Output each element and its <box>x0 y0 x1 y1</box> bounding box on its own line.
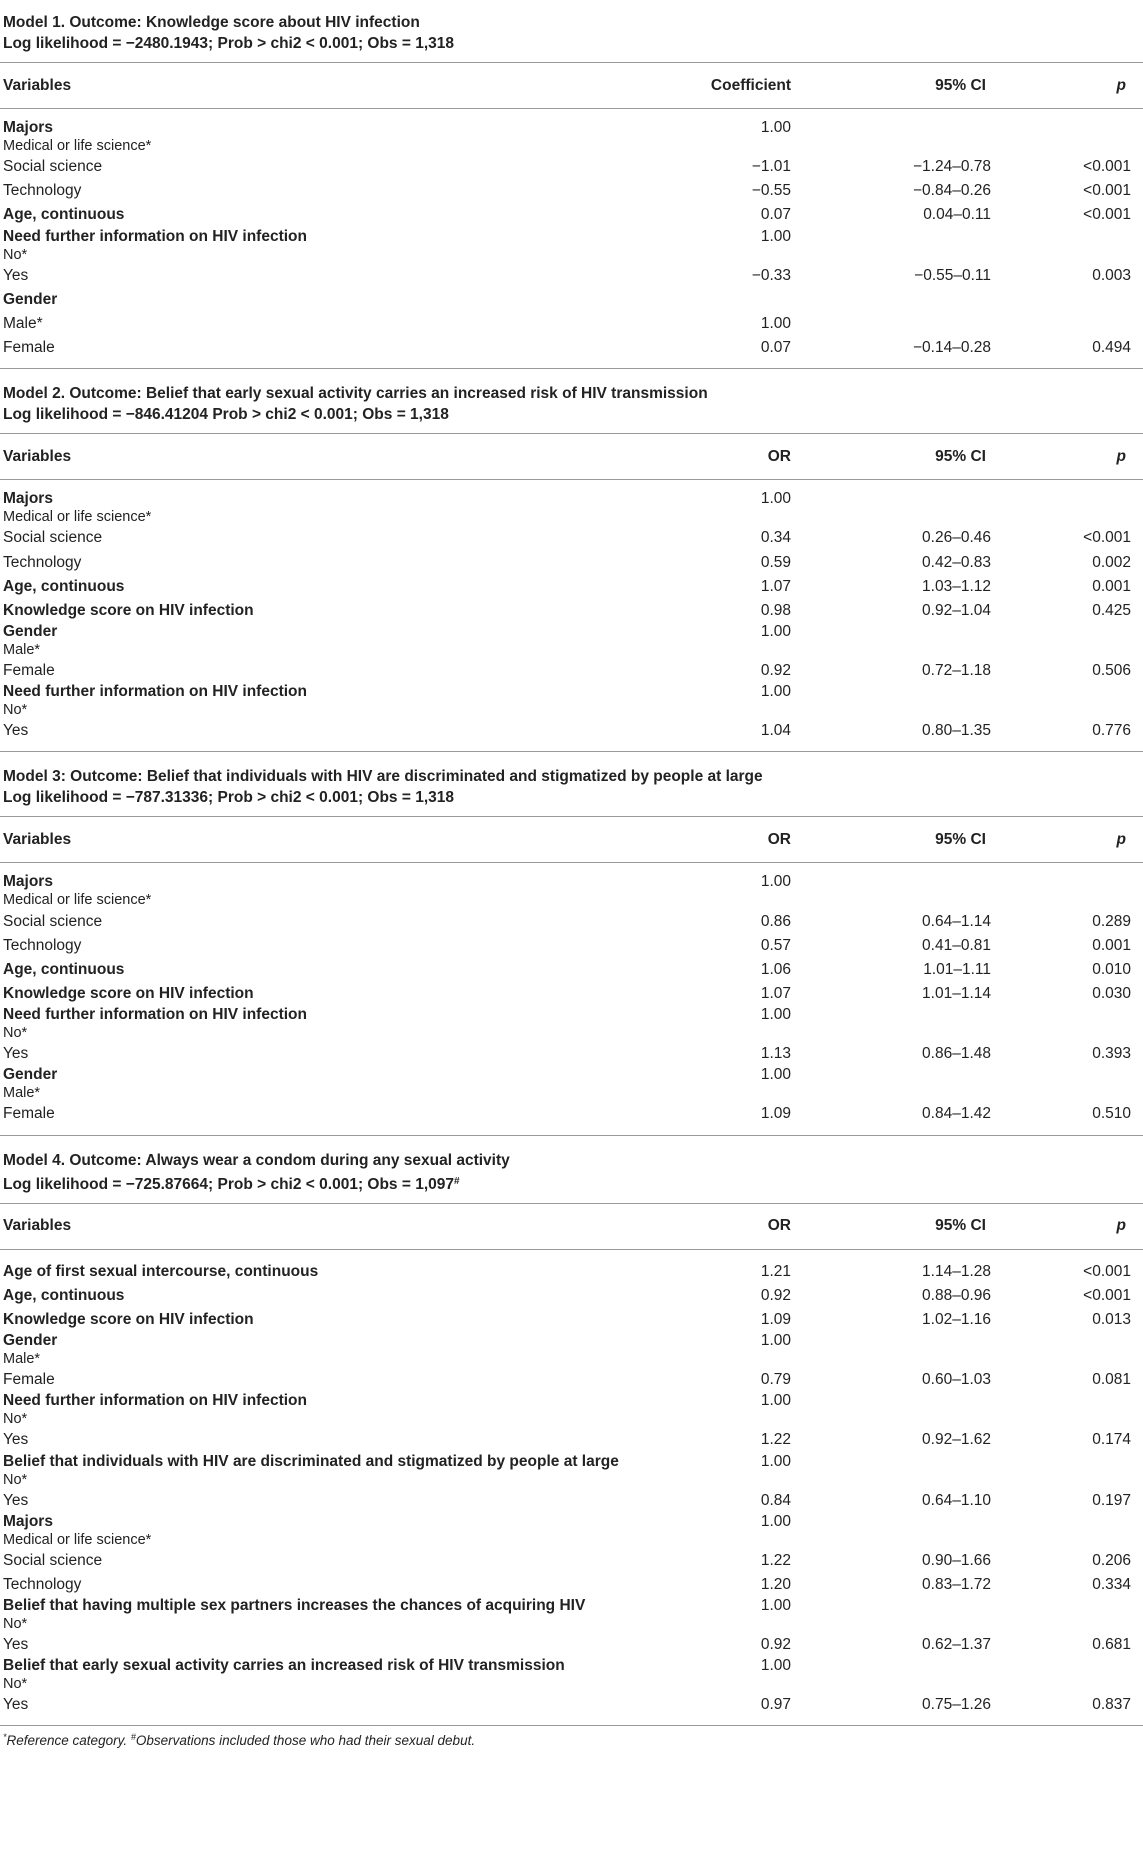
row-label: Gender <box>3 1066 58 1084</box>
table-header-row <box>0 62 1143 109</box>
row-p-value: <0.001 <box>1083 182 1131 200</box>
row-reference-label: No* <box>3 702 28 719</box>
table-row <box>0 203 1143 227</box>
row-label: Female <box>3 1105 55 1123</box>
table-header-row <box>0 816 1143 863</box>
row-p-value: 0.393 <box>1092 1045 1131 1063</box>
row-estimate: 0.07 <box>760 206 791 224</box>
footnote-text-2: Observations included those who had their sexual debut. <box>135 1733 476 1749</box>
row-ci: 0.64–1.14 <box>922 912 991 930</box>
table-row <box>0 228 1143 264</box>
model-title: Model 2. Outcome: Belief that early sexual activity carries an increased risk of HIV transmission <box>3 385 708 403</box>
table-row <box>0 526 1143 550</box>
model-stats-superscript: # <box>454 1175 460 1187</box>
row-label-cell <box>0 1311 683 1329</box>
row-p-value: 0.506 <box>1092 662 1131 680</box>
row-ci: 0.42–0.83 <box>922 553 991 571</box>
row-label-cell <box>0 1332 683 1368</box>
row-label: Female <box>3 339 55 357</box>
row-label: Social science <box>3 529 103 547</box>
row-p-value: <0.001 <box>1083 1286 1131 1304</box>
row-estimate: −0.33 <box>751 266 791 284</box>
row-label: Female <box>3 1371 55 1389</box>
table-row <box>0 1308 1143 1332</box>
row-ci: 1.01–1.11 <box>923 960 991 978</box>
row-p-value: 0.289 <box>1092 912 1131 930</box>
row-p-value: 0.334 <box>1092 1575 1131 1593</box>
table-row <box>0 1332 1143 1368</box>
table-row <box>0 958 1143 982</box>
row-label: Need further information on HIV infection <box>3 683 307 701</box>
header-p: p <box>1116 447 1126 465</box>
table-row <box>0 1453 1143 1489</box>
row-estimate: 1.00 <box>760 1512 791 1530</box>
row-label-cell <box>0 1045 683 1063</box>
model-heading <box>0 0 1143 62</box>
row-label: Female <box>3 662 55 680</box>
row-estimate: 0.59 <box>760 553 791 571</box>
table-row <box>0 1260 1143 1284</box>
table-body <box>0 863 1143 1135</box>
header-p: p <box>1116 830 1126 848</box>
row-p-value: <0.001 <box>1083 1262 1131 1280</box>
row-estimate: 0.97 <box>760 1696 791 1714</box>
row-estimate: 1.00 <box>760 1657 791 1675</box>
row-estimate: 1.00 <box>760 490 791 508</box>
row-estimate: 0.92 <box>760 1286 791 1304</box>
row-p-value: 0.837 <box>1092 1696 1131 1714</box>
row-label-cell <box>0 554 683 572</box>
row-ci: 0.84–1.42 <box>922 1105 991 1123</box>
table-row <box>0 1489 1143 1513</box>
row-p-value: 0.002 <box>1092 553 1131 571</box>
row-label: Knowledge score on HIV infection <box>3 601 254 619</box>
table-row <box>0 623 1143 659</box>
model-heading <box>0 752 1143 816</box>
row-p-value: 0.030 <box>1092 985 1131 1003</box>
model-stats-text: Log likelihood = −846.41204 Prob > chi2 < 0.001; Obs = 1,318 <box>3 406 449 424</box>
row-reference-label: No* <box>3 1616 28 1633</box>
row-label: Need further information on HIV infection <box>3 1006 307 1024</box>
row-ci: 0.86–1.48 <box>922 1045 991 1063</box>
row-label: Belief that individuals with HIV are discriminated and stigmatized by people at large <box>3 1452 619 1470</box>
model-heading <box>0 369 1143 433</box>
row-label-cell <box>0 662 683 680</box>
table-row <box>0 155 1143 179</box>
table-body <box>0 1250 1143 1727</box>
row-label-cell <box>0 339 683 357</box>
table-row <box>0 1102 1143 1126</box>
row-p-value: 0.013 <box>1092 1311 1131 1329</box>
row-label: Knowledge score on HIV infection <box>3 985 254 1003</box>
row-estimate: 1.00 <box>760 1066 791 1084</box>
row-label-cell <box>0 228 683 264</box>
row-p-value: 0.494 <box>1092 339 1131 357</box>
row-label-cell <box>0 1576 683 1594</box>
table-row <box>0 490 1143 526</box>
row-label-cell <box>0 490 683 526</box>
model-stats <box>3 1171 1139 1195</box>
table-row <box>0 119 1143 155</box>
row-label: Age, continuous <box>3 960 125 978</box>
row-label-cell <box>0 1431 683 1449</box>
row-reference-label: No* <box>3 1411 28 1428</box>
model-stats <box>3 404 1139 425</box>
row-estimate: 0.34 <box>760 529 791 547</box>
row-reference-label: Medical or life science* <box>3 892 152 909</box>
header-p: p <box>1116 76 1126 94</box>
row-label-cell <box>0 1066 683 1102</box>
header-variables: Variables <box>3 830 72 848</box>
table-row <box>0 336 1143 360</box>
row-reference-label: Male* <box>3 1351 41 1368</box>
row-estimate: 1.00 <box>760 1597 791 1615</box>
row-estimate: 0.84 <box>760 1491 791 1509</box>
row-label: Knowledge score on HIV infection <box>3 1311 254 1329</box>
row-ci: 0.60–1.03 <box>922 1371 991 1389</box>
row-ci: 1.03–1.12 <box>922 577 991 595</box>
row-ci: −0.14–0.28 <box>912 339 991 357</box>
row-ci: 0.64–1.10 <box>922 1491 991 1509</box>
row-label-cell <box>0 722 683 740</box>
row-label-cell <box>0 913 683 931</box>
row-label: Technology <box>3 936 82 954</box>
header-ci: 95% CI <box>935 447 986 465</box>
table-row <box>0 873 1143 909</box>
table-row <box>0 1428 1143 1452</box>
row-ci: 0.83–1.72 <box>922 1575 991 1593</box>
row-label-cell <box>0 1392 683 1428</box>
row-reference-label: No* <box>3 246 28 263</box>
table-body <box>0 480 1143 752</box>
row-label: Majors <box>3 119 53 136</box>
row-reference-label: Medical or life science* <box>3 1531 152 1548</box>
header-estimate: OR <box>767 447 791 465</box>
row-label-cell <box>0 1263 683 1281</box>
row-p-value: 0.003 <box>1092 266 1131 284</box>
row-label-cell <box>0 873 683 909</box>
row-estimate: 1.00 <box>760 1006 791 1024</box>
row-estimate: 1.00 <box>760 623 791 641</box>
row-label: Yes <box>3 1045 29 1063</box>
row-label: Gender <box>3 1332 58 1350</box>
row-label-cell <box>0 937 683 955</box>
table-body <box>0 109 1143 369</box>
table-footnote <box>0 1726 1143 1754</box>
header-estimate: OR <box>767 1217 791 1235</box>
row-ci: 0.88–0.96 <box>922 1286 991 1304</box>
row-ci: 0.92–1.04 <box>922 601 991 619</box>
row-estimate: 1.00 <box>760 873 791 891</box>
row-label-cell <box>0 1287 683 1305</box>
header-estimate: Coefficient <box>710 76 791 94</box>
row-label-cell <box>0 1453 683 1489</box>
header-p: p <box>1116 1217 1126 1235</box>
row-ci: 1.01–1.14 <box>922 985 991 1003</box>
row-label-cell <box>0 315 683 333</box>
row-estimate: 0.98 <box>760 601 791 619</box>
row-reference-label: Medical or life science* <box>3 509 152 526</box>
row-label: Social science <box>3 912 103 930</box>
row-label: Age, continuous <box>3 206 125 224</box>
table-row <box>0 1633 1143 1657</box>
header-variables: Variables <box>3 1217 72 1235</box>
row-label: Age of first sexual intercourse, continuous <box>3 1262 319 1280</box>
row-label: Majors <box>3 490 53 508</box>
row-label: Social science <box>3 1551 103 1569</box>
table-row <box>0 551 1143 575</box>
row-estimate: 0.86 <box>760 912 791 930</box>
row-ci: 0.92–1.62 <box>922 1431 991 1449</box>
table-row <box>0 1693 1143 1717</box>
row-label-cell <box>0 1657 683 1693</box>
row-label: Belief that having multiple sex partners increases the chances of acquiring HIV <box>3 1597 586 1615</box>
row-p-value: 0.001 <box>1092 577 1131 595</box>
row-ci: −1.24–0.78 <box>912 158 991 176</box>
row-label-cell <box>0 1696 683 1714</box>
row-estimate: 1.22 <box>760 1551 791 1569</box>
row-label-cell <box>0 1006 683 1042</box>
row-label: Need further information on HIV infection <box>3 227 307 245</box>
row-ci: 0.80–1.35 <box>922 722 991 740</box>
table-row <box>0 934 1143 958</box>
footnote-symbol-1: * <box>3 1732 7 1743</box>
table-row <box>0 1549 1143 1573</box>
header-variables: Variables <box>3 447 72 465</box>
table-row <box>0 1597 1143 1633</box>
row-estimate: 0.57 <box>760 936 791 954</box>
table-row <box>0 982 1143 1006</box>
row-label-cell <box>0 602 683 620</box>
table-row <box>0 1006 1143 1042</box>
row-p-value: 0.081 <box>1092 1371 1131 1389</box>
row-ci: 0.41–0.81 <box>922 936 991 954</box>
row-p-value: 0.510 <box>1092 1105 1131 1123</box>
row-estimate: −0.55 <box>751 182 791 200</box>
model-title: Model 3: Outcome: Belief that individuals with HIV are discriminated and stigmatized by people at large <box>3 768 763 786</box>
row-label-cell <box>0 1492 683 1510</box>
header-estimate: OR <box>767 830 791 848</box>
header-ci: 95% CI <box>935 1217 986 1235</box>
table-row <box>0 599 1143 623</box>
row-label-cell <box>0 623 683 659</box>
row-label-cell <box>0 1552 683 1570</box>
row-p-value: 0.681 <box>1092 1636 1131 1654</box>
row-label: Yes <box>3 266 29 284</box>
row-p-value: 0.197 <box>1092 1491 1131 1509</box>
table-row <box>0 179 1143 203</box>
table-row <box>0 1368 1143 1392</box>
row-label: Male* <box>3 315 43 333</box>
table-row <box>0 719 1143 743</box>
row-estimate: 0.07 <box>760 339 791 357</box>
row-p-value: <0.001 <box>1083 158 1131 176</box>
row-ci: 1.14–1.28 <box>922 1262 991 1280</box>
row-ci: 0.72–1.18 <box>922 662 991 680</box>
row-estimate: 1.07 <box>760 577 791 595</box>
table-row <box>0 1392 1143 1428</box>
row-estimate: −1.01 <box>751 158 791 176</box>
row-label: Yes <box>3 1431 29 1449</box>
model-stats-text: Log likelihood = −2480.1943; Prob > chi2 < 0.001; Obs = 1,318 <box>3 35 455 52</box>
model-stats-text: Log likelihood = −787.31336; Prob > chi2 < 0.001; Obs = 1,318 <box>3 789 455 807</box>
table-row <box>0 1573 1143 1597</box>
table-row <box>0 1042 1143 1066</box>
table-row <box>0 1657 1143 1693</box>
table-row <box>0 683 1143 719</box>
row-label-cell <box>0 267 683 285</box>
row-ci: 0.26–0.46 <box>922 529 991 547</box>
row-label: Technology <box>3 553 82 571</box>
row-label-cell <box>0 578 683 596</box>
row-estimate: 1.22 <box>760 1431 791 1449</box>
row-label: Majors <box>3 873 53 891</box>
footnote-text-1: Reference category. <box>6 1733 131 1749</box>
row-p-value: 0.776 <box>1092 722 1131 740</box>
row-ci: 0.04–0.11 <box>923 206 991 224</box>
row-estimate: 0.92 <box>760 1636 791 1654</box>
model-title: Model 1. Outcome: Knowledge score about HIV infection <box>3 14 420 31</box>
row-p-value: 0.174 <box>1092 1431 1131 1449</box>
row-p-value: 0.010 <box>1092 960 1131 978</box>
row-p-value: <0.001 <box>1083 206 1131 224</box>
table-row <box>0 1284 1143 1308</box>
row-label: Gender <box>3 290 58 308</box>
row-estimate: 1.00 <box>760 315 791 333</box>
row-label-cell <box>0 1597 683 1633</box>
row-ci: 0.62–1.37 <box>922 1636 991 1654</box>
table-header-row <box>0 1203 1143 1250</box>
row-estimate: 1.00 <box>760 227 791 245</box>
row-label-cell <box>0 1371 683 1389</box>
row-estimate: 1.21 <box>760 1262 791 1280</box>
table-row <box>0 575 1143 599</box>
row-label-cell <box>0 961 683 979</box>
row-estimate: 1.09 <box>760 1105 791 1123</box>
model-stats <box>3 33 1139 54</box>
table-row <box>0 1066 1143 1102</box>
row-p-value: 0.001 <box>1092 936 1131 954</box>
row-ci: 0.75–1.26 <box>922 1696 991 1714</box>
row-reference-label: Medical or life science* <box>3 138 152 154</box>
row-label-cell <box>0 1636 683 1654</box>
row-label: Yes <box>3 1696 29 1714</box>
row-estimate: 1.00 <box>760 683 791 701</box>
table-row <box>0 1513 1143 1549</box>
row-label-cell <box>0 985 683 1003</box>
row-label: Gender <box>3 623 58 641</box>
model-stats-text: Log likelihood = −725.87664; Prob > chi2 < 0.001; Obs = 1,097 <box>3 1175 455 1193</box>
row-label-cell <box>0 291 683 309</box>
row-p-value: <0.001 <box>1083 529 1131 547</box>
table-row <box>0 288 1143 312</box>
table-row <box>0 909 1143 933</box>
table-header-row <box>0 433 1143 480</box>
row-label: Yes <box>3 1636 29 1654</box>
row-estimate: 1.00 <box>760 1392 791 1410</box>
row-estimate: 0.92 <box>760 662 791 680</box>
row-label-cell <box>0 1513 683 1549</box>
row-estimate: 1.04 <box>760 722 791 740</box>
row-estimate: 1.06 <box>760 960 791 978</box>
header-variables: Variables <box>3 76 72 94</box>
table-row <box>0 312 1143 336</box>
row-label: Majors <box>3 1512 53 1530</box>
row-label-cell <box>0 119 683 155</box>
row-label: Yes <box>3 1491 29 1509</box>
row-label: Age, continuous <box>3 1286 125 1304</box>
row-label: Yes <box>3 722 29 740</box>
row-label-cell <box>0 182 683 200</box>
row-ci: −0.55–0.11 <box>914 266 991 284</box>
row-ci: −0.84–0.26 <box>912 182 991 200</box>
table-row <box>0 264 1143 288</box>
row-reference-label: Male* <box>3 1085 41 1102</box>
row-label-cell <box>0 1105 683 1123</box>
row-label-cell <box>0 529 683 547</box>
row-reference-label: Male* <box>3 642 41 659</box>
row-estimate: 1.00 <box>760 1452 791 1470</box>
row-ci: 0.90–1.66 <box>922 1551 991 1569</box>
row-estimate: 1.00 <box>760 1332 791 1350</box>
row-label: Social science <box>3 158 103 176</box>
row-p-value: 0.206 <box>1092 1551 1131 1569</box>
table-row <box>0 659 1143 683</box>
header-ci: 95% CI <box>935 76 986 94</box>
row-p-value: 0.425 <box>1092 601 1131 619</box>
row-estimate: 1.00 <box>760 119 791 136</box>
footnote-symbol-2: # <box>130 1732 136 1743</box>
row-estimate: 1.09 <box>760 1311 791 1329</box>
row-label-cell <box>0 206 683 224</box>
row-label: Need further information on HIV infection <box>3 1392 307 1410</box>
row-reference-label: No* <box>3 1676 28 1693</box>
row-label: Technology <box>3 1575 82 1593</box>
row-estimate: 1.07 <box>760 985 791 1003</box>
row-estimate: 0.79 <box>760 1371 791 1389</box>
row-estimate: 1.20 <box>760 1575 791 1593</box>
model-heading <box>0 1136 1143 1203</box>
row-estimate: 1.13 <box>760 1045 791 1063</box>
row-label-cell <box>0 683 683 719</box>
model-stats <box>3 787 1139 808</box>
row-reference-label: No* <box>3 1471 28 1488</box>
row-ci: 1.02–1.16 <box>922 1311 991 1329</box>
model-title: Model 4. Outcome: Always wear a condom during any sexual activity <box>3 1151 510 1169</box>
row-label: Age, continuous <box>3 577 125 595</box>
row-label: Belief that early sexual activity carries an increased risk of HIV transmission <box>3 1657 565 1675</box>
row-reference-label: No* <box>3 1025 28 1042</box>
header-ci: 95% CI <box>935 830 986 848</box>
row-label: Technology <box>3 182 82 200</box>
row-label-cell <box>0 158 683 176</box>
